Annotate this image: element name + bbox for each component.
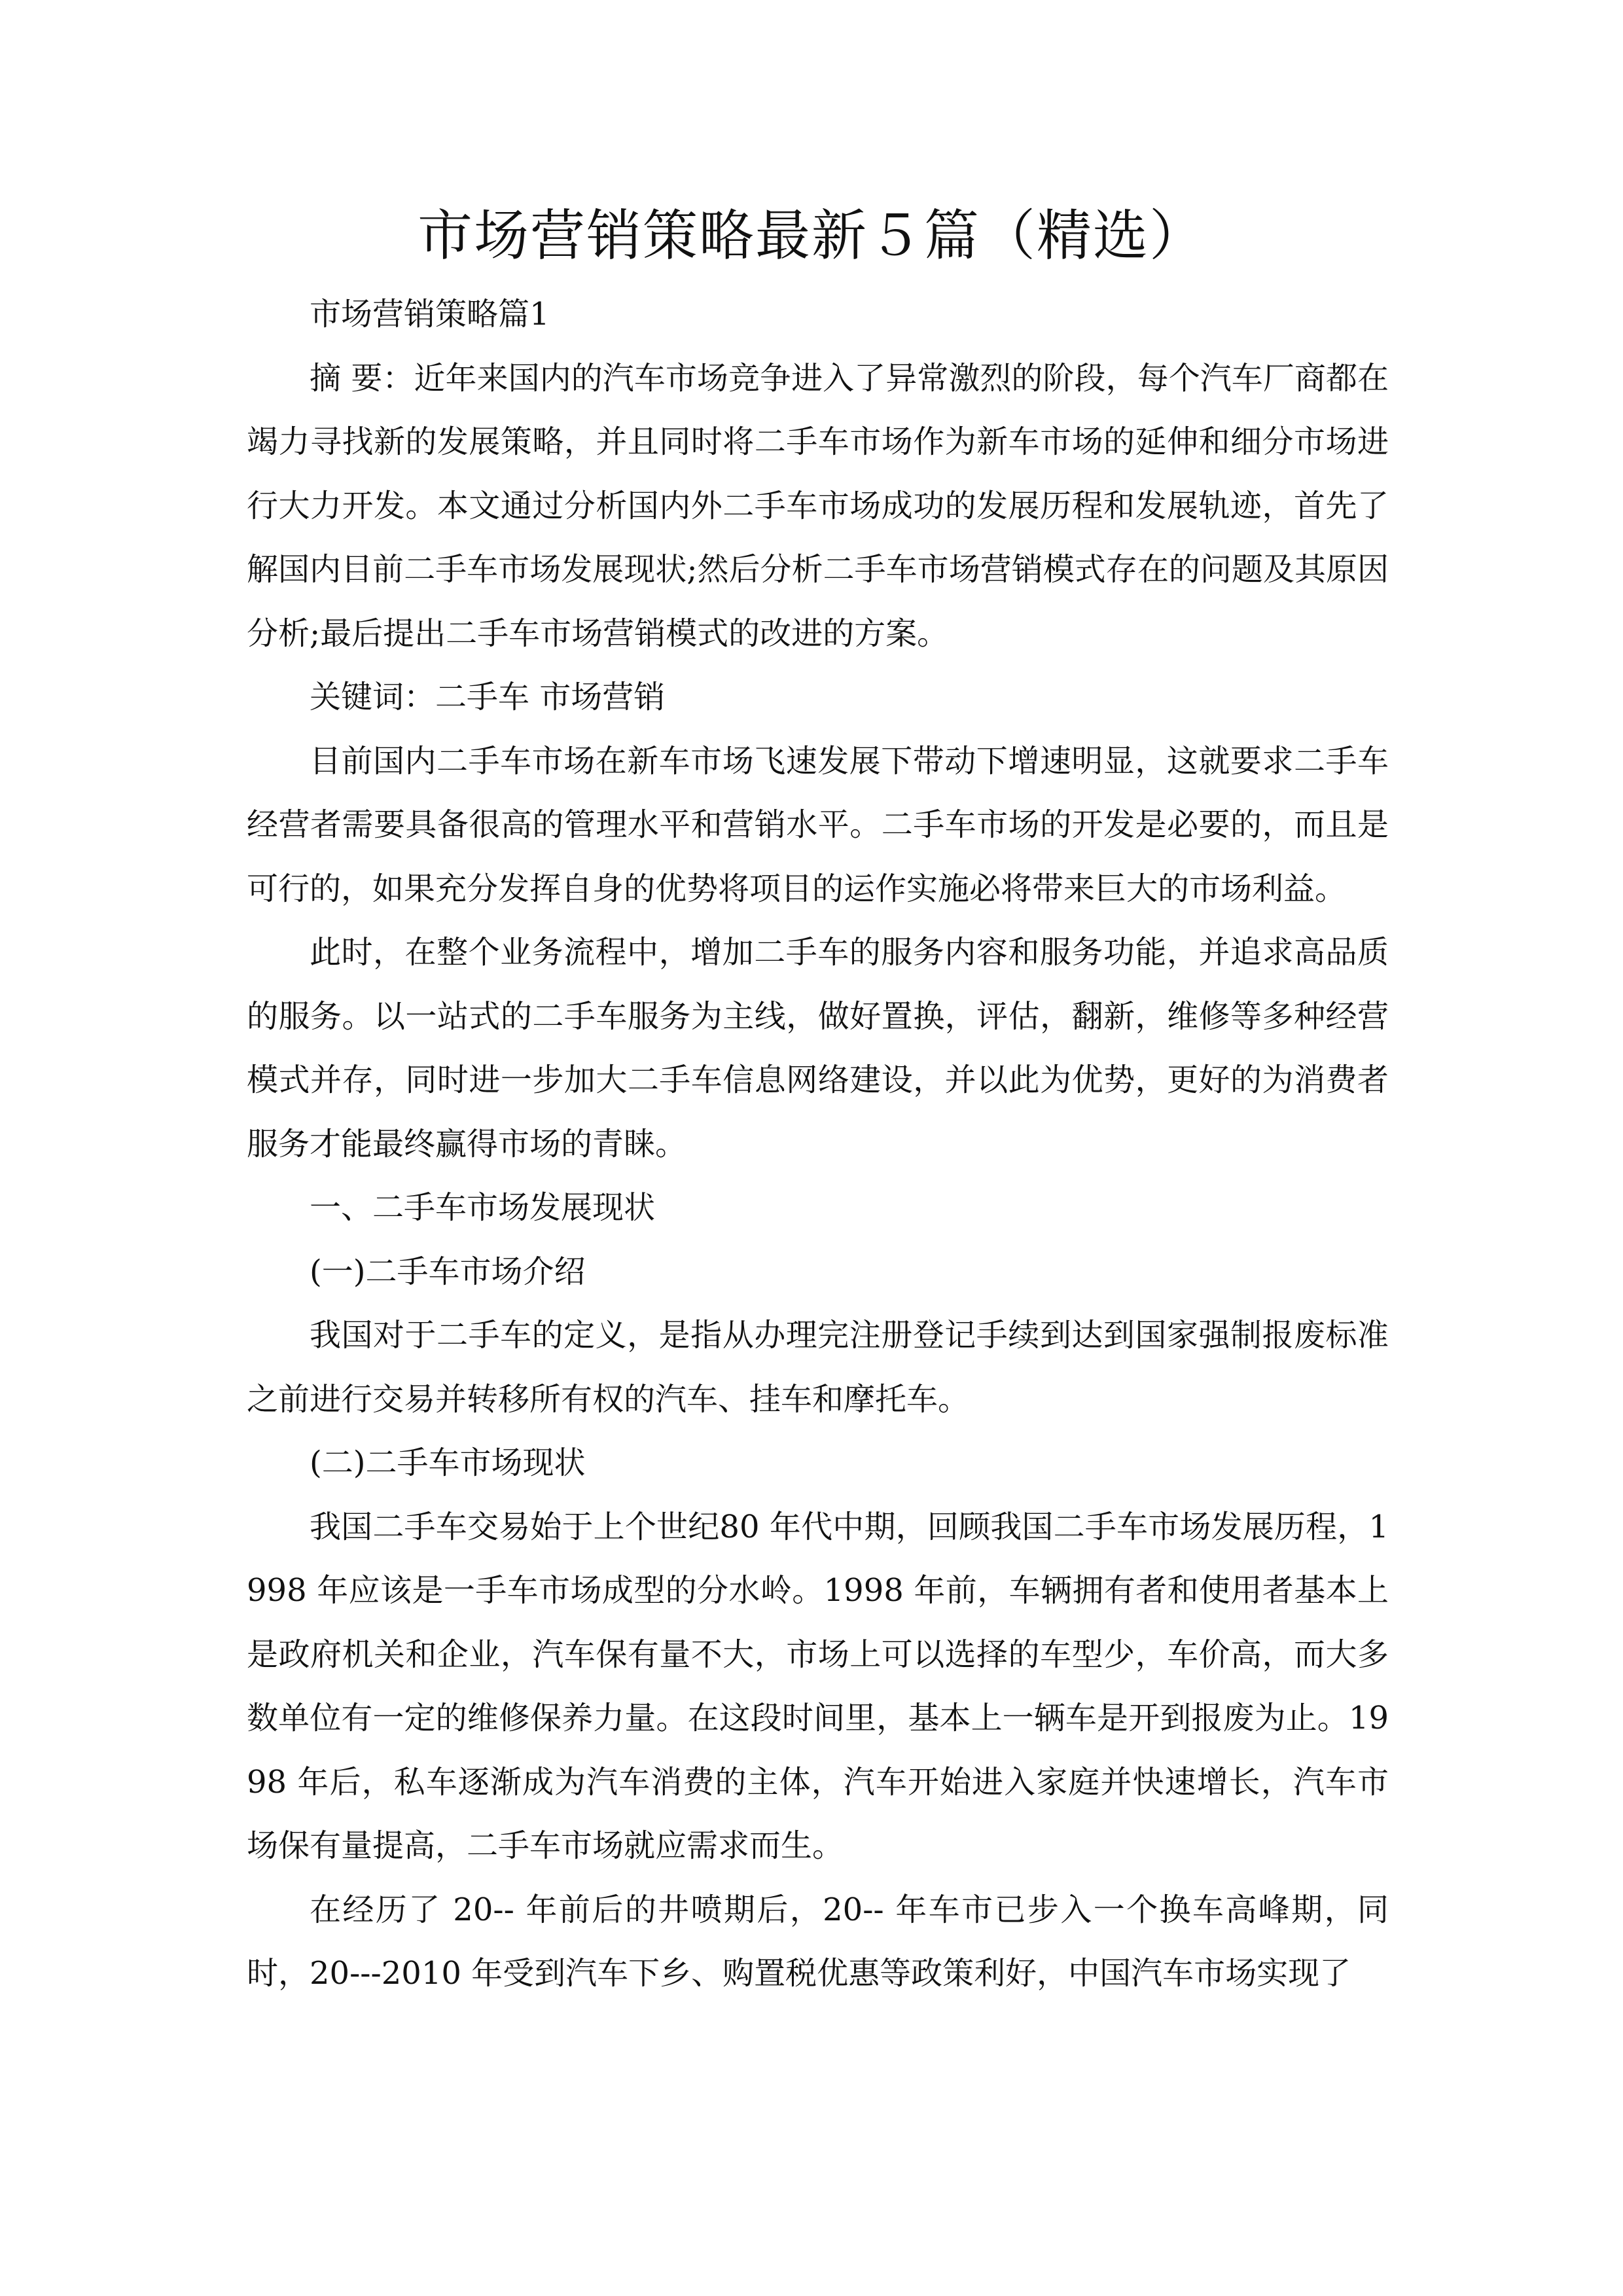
subsection-heading: (一)二手车市场介绍 [310,1253,586,1290]
document-title: 市场营销策略最新５篇（精选） [417,204,1205,268]
body-paragraph: 在经历了 20-- 年前后的井喷期后，20-- 年车市已步入一个换车高峰期，同时，20---2010 年受到汽车下乡、购置税优惠等政策利好，中国汽车市场实现了 [247,1891,1389,1992]
chapter-heading: 一、二手车市场发展现状 [310,1189,656,1226]
body-paragraph: 我国二手车交易始于上个世纪80 年代中期，回顾我国二手车市场发展历程，1998 年应该是一手车市场成型的分水岭。1998 年前，车辆拥有者和使用者基本上是政府机关和企业，汽车保有量不大，市场上可以选择的车型少，车价高，而大多数单位有一定的维修保养力量。在这段时间里，基本上一辆车是开到报废为止。1998 年后，私车逐渐成为汽车消费的主体，汽车开始进入家庭并快速增长，汽车市场保有量提高，二手车市场就应需求而生。 [247,1508,1389,1864]
abstract-paragraph: 摘 要：近年来国内的汽车市场竞争进入了异常激烈的阶段，每个汽车厂商都在竭力寻找新的发展策略，并且同时将二手车市场作为新车市场的延伸和细分市场进行大力开发。本文通过分析国内外二手车市场成功的发展历程和发展轨迹，首先了解国内目前二手车市场发展现状;然后分析二手车市场营销模式存在的问题及其原因分析;最后提出二手车市场营销模式的改进的方案。 [247,359,1389,652]
subsection-heading: (二)二手车市场现状 [310,1444,586,1481]
body-paragraph: 我国对于二手车的定义，是指从办理完注册登记手续到达到国家强制报废标准之前进行交易并转移所有权的汽车、挂车和摩托车。 [247,1317,1389,1418]
keywords-line: 关键词：二手车 市场营销 [310,679,666,715]
document-body [247,283,1389,2006]
body-paragraph: 目前国内二手车市场在新车市场飞速发展下带动下增速明显，这就要求二手车经营者需要具备很高的管理水平和营销水平。二手车市场的开发是必要的，而且是可行的，如果充分发挥自身的优势将项目的运作实施必将带来巨大的市场利益。 [247,742,1389,907]
body-paragraph: 此时，在整个业务流程中，增加二手车的服务内容和服务功能，并追求高品质的服务。以一站式的二手车服务为主线，做好置换，评估，翻新，维修等多种经营模式并存，同时进一步加大二手车信息网络建设，并以此为优势，更好的为消费者服务才能最终赢得市场的青睐。 [247,934,1389,1162]
section-heading: 市场营销策略篇1 [310,296,550,332]
